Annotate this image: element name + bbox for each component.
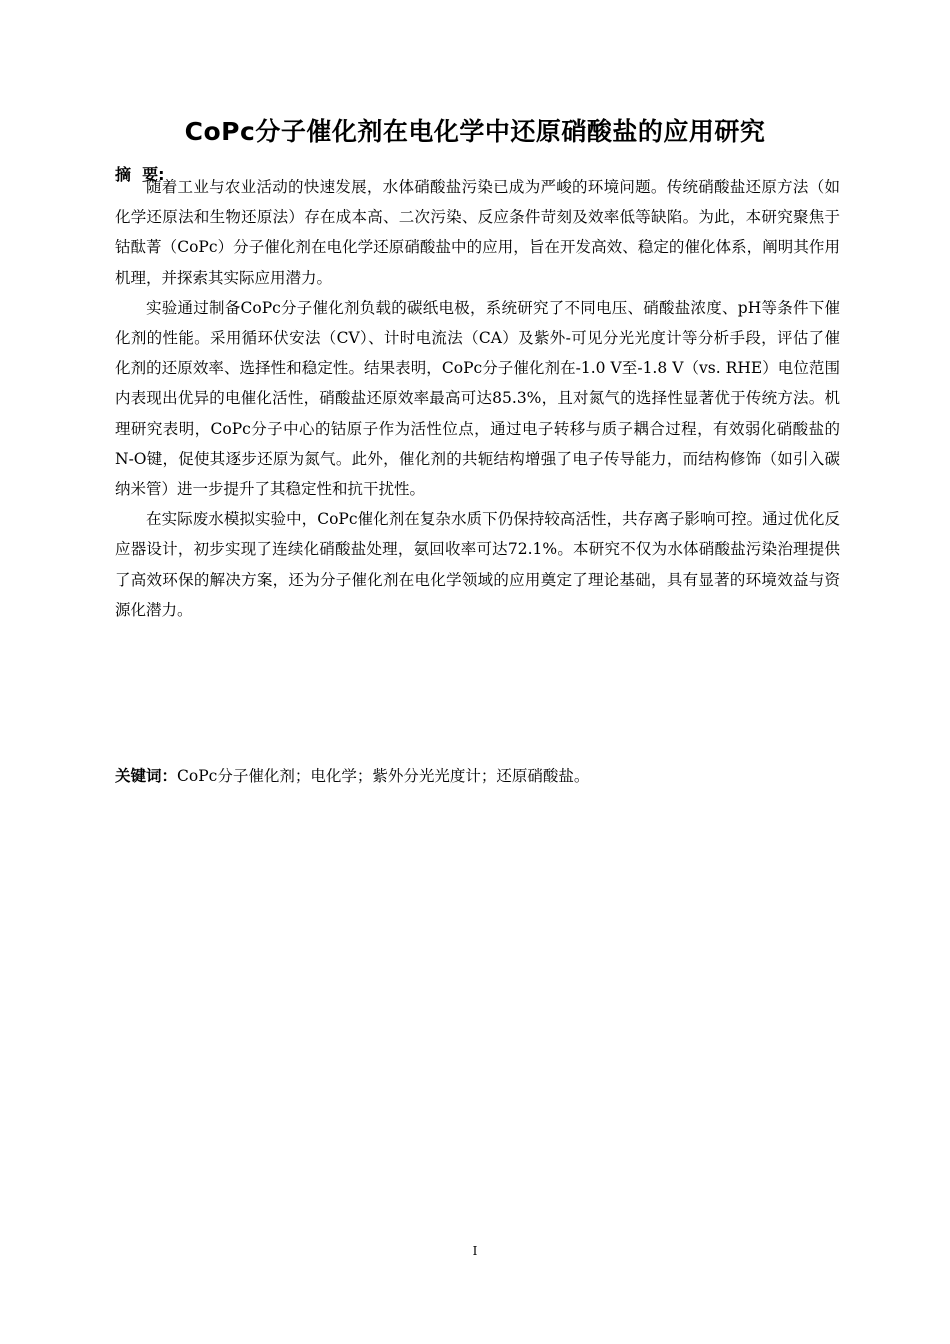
- abstract-heading: 摘 要:: [115, 165, 165, 184]
- keywords-line: [115, 763, 840, 789]
- page-number: I: [472, 1244, 478, 1258]
- abstract-paragraph-3: 在实际废水模拟实验中，CoPc催化剂在复杂水质下仍保持较高活性，共存离子影响可控。通过优化反应器设计，初步实现了连续化硝酸盐处理，氨回收率可达72.1%。本研究不仅为水体硝酸盐污染治理提供了高效环保的解决方案，还为分子催化剂在电化学领域的应用奠定了理论基础，具有显著的环境效益与资源化潜力。: [115, 510, 840, 619]
- keywords-text: CoPc分子催化剂；电化学；紫外分光光度计；还原硝酸盐。: [177, 767, 590, 785]
- abstract-paragraph-1: 随着工业与农业活动的快速发展，水体硝酸盐污染已成为严峻的环境问题。传统硝酸盐还原方法（如化学还原法和生物还原法）存在成本高、二次污染、反应条件苛刻及效率低等缺陷。为此，本研究聚焦于钴酞菁（CoPc）分子催化剂在电化学还原硝酸盐中的应用，旨在开发高效、稳定的催化体系，阐明其作用机理，并探索其实际应用潜力。: [115, 178, 840, 287]
- paper-title: CoPc分子催化剂在电化学中还原硝酸盐的应用研究: [184, 117, 766, 146]
- keywords-label: 关键词：: [115, 767, 178, 785]
- abstract-body: [115, 172, 840, 625]
- abstract-paragraph-2: 实验通过制备CoPc分子催化剂负载的碳纸电极，系统研究了不同电压、硝酸盐浓度、pH等条件下催化剂的性能。采用循环伏安法（CV）、计时电流法（CA）及紫外-可见分光光度计等分析手段，评估了催化剂的还原效率、选择性和稳定性。结果表明，CoPc分子催化剂在-1.0 V至-1.8 V（vs. RHE）电位范围内表现出优异的电催化活性，硝酸盐还原效率最高可达85.3%，且对氮气的选择性显著优于传统方法。机理研究表明，CoPc分子中心的钴原子作为活性位点，通过电子转移与质子耦合过程，有效弱化硝酸盐的N-O键，促使其逐步还原为氮气。此外，催化剂的共轭结构增强了电子传导能力，而结构修饰（如引入碳纳米管）进一步提升了其稳定性和抗干扰性。: [115, 298, 840, 499]
